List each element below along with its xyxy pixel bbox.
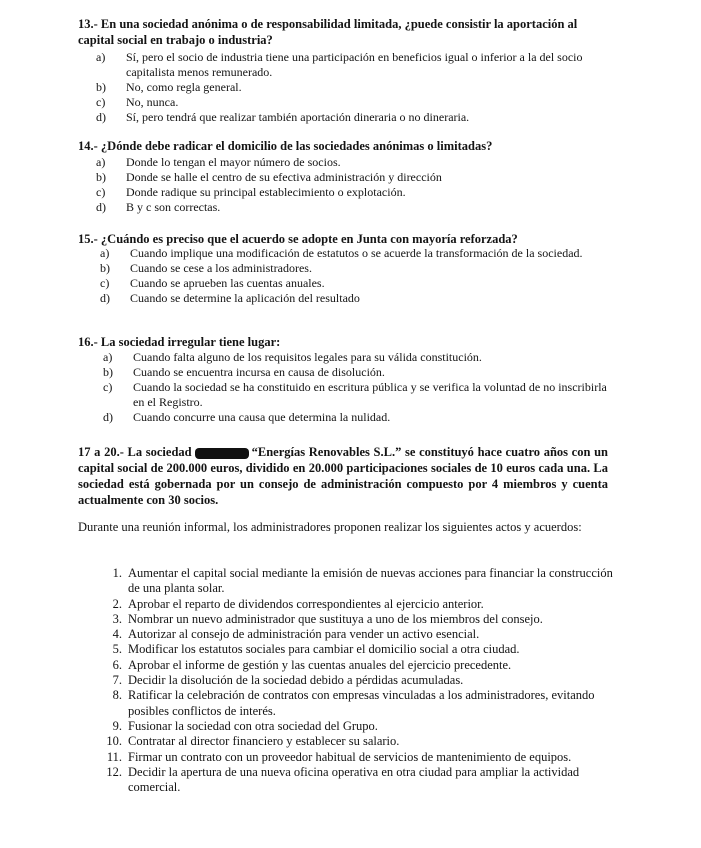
question-15-options [100, 246, 605, 306]
option-c: c) No, nunca. [96, 95, 179, 109]
question-13-options [96, 50, 601, 125]
question-13-text: 13.- En una sociedad anónima o de responsabilidad limitada, ¿puede consistir la aportación al capital social en trabajo o industria? [78, 17, 578, 47]
option-d: d) B y c son correctas. [96, 200, 221, 214]
option-a: a) Donde lo tengan el mayor número de socios. [96, 155, 341, 169]
option-b: b) Donde se halle el centro de su efectiva administración y dirección [96, 170, 442, 184]
list-item: 2. Aprobar el reparto de dividendos correspondientes al ejercicio anterior. [112, 596, 484, 611]
option-b: b) Cuando se cese a los administradores. [100, 261, 312, 275]
question-16-text: 16.- La sociedad irregular tiene lugar: [78, 335, 281, 349]
option-a: a) Sí, pero el socio de industria tiene una participación en beneficios igual o inferior a la del socio capitalista menos remunerado. [96, 50, 583, 79]
list-item: 7. Decidir la disolución de la sociedad debido a pérdidas acumuladas. [112, 673, 464, 688]
option-a: a) Cuando falta alguno de los requisitos legales para su válida constitución. [103, 350, 482, 364]
list-item: 12. Decidir la apertura de una nueva oficina operativa en otra ciudad para ampliar la actividad comercial. [106, 764, 580, 795]
option-d: d) Cuando concurre una causa que determina la nulidad. [103, 410, 391, 424]
redaction-mark [195, 448, 249, 459]
option-d: d) Cuando se determine la aplicación del resultado [100, 291, 360, 305]
list-item: 1. Aumentar el capital social mediante la emisión de nuevas acciones para financiar la construcción de una planta solar. [112, 566, 613, 596]
option-b: b) No, como regla general. [96, 80, 242, 94]
list-item: 8. Ratificar la celebración de contratos con empresas vinculadas a los administradores, evitando posibles conflictos de interés. [112, 688, 595, 718]
acts-list [96, 566, 616, 795]
option-a: a) Cuando implique una modificación de estatutos o se acuerde la transformación de la sociedad. [100, 246, 583, 260]
question-14-text: 14.- ¿Dónde debe radicar el domicilio de las sociedades anónimas o limitadas? [78, 139, 493, 153]
case-lead: Durante una reunión informal, los administradores proponen realizar los siguientes actos y acuerdos: [78, 520, 582, 534]
option-c: c) Donde radique su principal establecimiento o explotación. [96, 185, 406, 199]
question-16-options [103, 350, 608, 425]
list-item: 9. Fusionar la sociedad con otra sociedad del Grupo. [112, 718, 378, 733]
case-intro [78, 444, 608, 508]
list-item: 11. Firmar un contrato con un proveedor habitual de servicios de mantenimiento de equipos. [106, 749, 572, 764]
list-item: 3. Nombrar un nuevo administrador que sustituya a uno de los miembros del consejo. [112, 611, 543, 626]
question-14-options [96, 155, 601, 215]
option-c: c) Cuando se aprueben las cuentas anuales. [100, 276, 325, 290]
list-item: 6. Aprobar el informe de gestión y las cuentas anuales del ejercicio precedente. [112, 657, 512, 672]
list-item: 4. Autorizar al consejo de administración para vender un activo esencial. [112, 627, 480, 642]
case-intro-rest: “Energías Renovables S.L.” se constituyó hace cuatro años con un capital social de 200.000 euros, dividido en 20.000 participaciones sociales de 10 euros cada una. La sociedad está gobernada por un consejo de administración compuesto por 4 miembros y cuenta actualmente con 30 socios. [78, 445, 608, 507]
list-item: 5. Modificar los estatutos sociales para cambiar el domicilio social a otra ciudad. [112, 642, 520, 657]
case-intro-prefix: 17 a 20.- La sociedad [78, 445, 192, 459]
option-b: b) Cuando se encuentra incursa en causa de disolución. [103, 365, 385, 379]
question-15-text: 15.- ¿Cuándo es preciso que el acuerdo se adopte en Junta con mayoría reforzada? [78, 232, 518, 246]
option-c: c) Cuando la sociedad se ha constituido en escritura pública y se verifica la voluntad de no inscribirla en el Registro. [103, 380, 607, 409]
list-item: 10. Contratar al director financiero y establecer su salario. [106, 734, 400, 749]
option-d: d) Sí, pero tendrá que realizar también aportación dineraria o no dineraria. [96, 110, 470, 124]
